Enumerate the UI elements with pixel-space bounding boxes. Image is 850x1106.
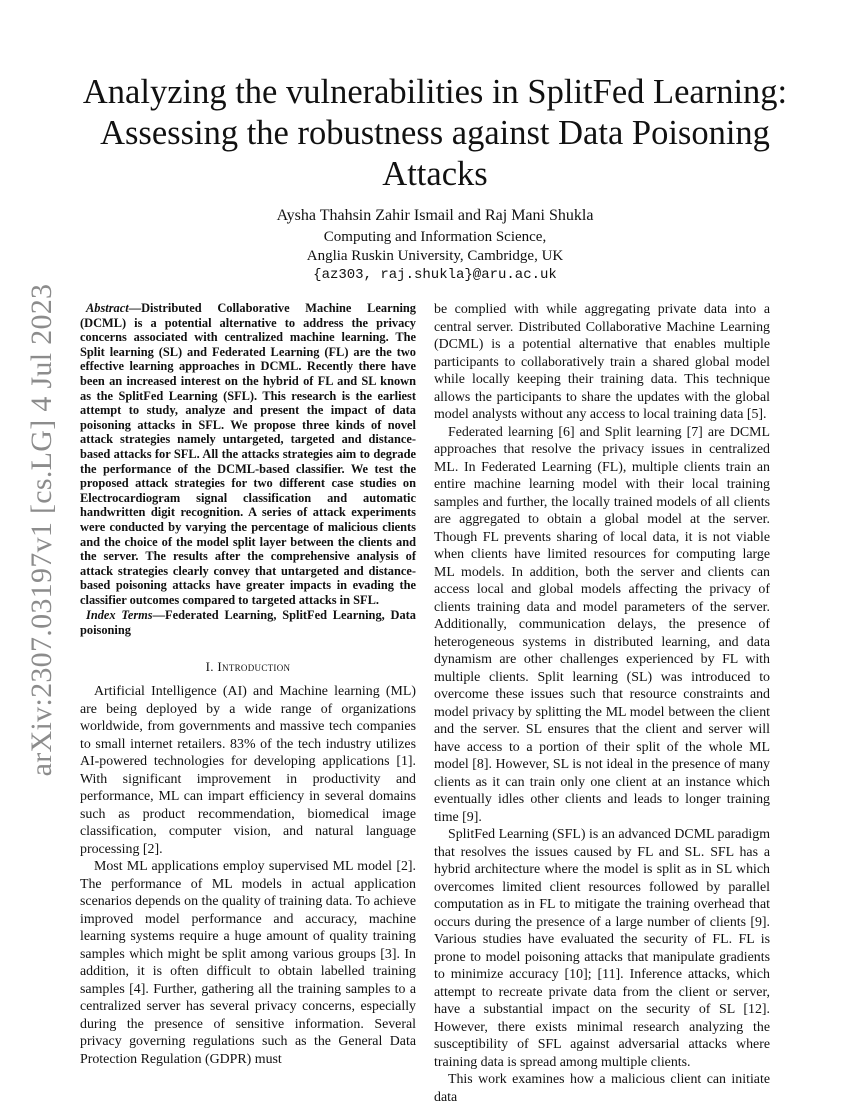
section-title: Introduction xyxy=(217,658,291,674)
title-line-1: Analyzing the vulnerabilities in SplitFed Learning: xyxy=(82,73,788,111)
paragraph: be complied with while aggregating private data into a central server. Distributed Collaborative Machine Learning (DCML) is a potential alternative that enables multiple participants to collaboratively train a shared global model while locally keeping their training data. This technique allows the participants to share the updates with the global model analysts without any access to local training data [5]. xyxy=(434,302,770,422)
abstract xyxy=(80,301,416,607)
index-terms xyxy=(80,608,416,637)
title-line-2: Assessing the robustness against Data Poisoning xyxy=(100,114,770,152)
abstract-text: —Distributed Collaborative Machine Learning (DCML) is a potential alternative to address the privacy concerns associated with centralized machine learning. The Split learning (SL) and Federated Learning (FL) are the two effective learning approaches in DCML. Recently there have been an increased interest on the hybrid of FL and SL known as the SplitFed Learning (SFL). This research is the earliest attempt to study, analyze and present the impact of data poisoning attacks in SFL. We propose three kinds of novel attack strategies namely untargeted, targeted and distance-based attacks for SFL. All the attacks strategies aim to degrade the performance of the DCML-based classifier. We test the proposed attack strategies for two different case studies on Electrocardiogram signal classification and automatic handwritten digit recognition. A series of attack experiments were conducted by varying the percentage of malicious clients and the choice of the model split layer between the clients and the server. The results after the comprehensive analysis of attack strategies clearly convey that untargeted and distance-based poisoning attacks have greater impacts in evading the classifier outcomes compared to targeted attacks in SFL. xyxy=(80,301,416,607)
arxiv-sidebar-stamp xyxy=(20,283,60,777)
section-number: I. xyxy=(205,658,218,674)
author-email: {az303, raj.shukla}@aru.ac.uk xyxy=(313,267,557,283)
left-column xyxy=(80,301,416,1068)
paper-title xyxy=(60,72,810,195)
author-block xyxy=(60,206,810,285)
paragraph: Most ML applications employ supervised ML model [2]. The performance of ML models in actual application scenarios depends on the quality of training data. To achieve improved model performance and accuracy, machine learning systems require a huge amount of quality training samples which might be split among various groups [3]. In addition, it is often difficult to obtain labelled training samples [4]. Further, gathering all the training samples to a centralized server has several privacy concerns, especially during the presence of sensitive information. Several privacy governing regulations such as the General Data Protection Regulation (GDPR) must xyxy=(80,859,416,1067)
arxiv-id: arXiv:2307.03197v1 [cs.LG] 4 Jul 2023 xyxy=(25,283,58,777)
right-column xyxy=(434,301,770,1106)
author-institution: Anglia Ruskin University, Cambridge, UK xyxy=(306,248,564,264)
index-terms-text: —Federated Learning, SplitFed Learning, Data poisoning xyxy=(80,608,416,638)
author-names: Aysha Thahsin Zahir Ismail and Raj Mani Shukla xyxy=(276,207,594,224)
paragraph: Federated learning [6] and Split learning [7] are DCML approaches that resolve the privacy issues in centralized ML. In Federated Learning (FL), multiple clients train an entire machine learning model with their local training samples and further, the locally trained models of all clients are aggregated to obtain a global model at the server. Though FL prevents sharing of local data, it is not viable when clients have limited resources for computing large ML models. In addition, both the server and clients can access local and global models affecting the privacy of clients training data and model parameters of the server. Additionally, communication delays, the presence of heterogeneous systems in distributed learning, and data dynamism are other challenges experienced by FL with multiple clients. Split learning (SL) was introduced to overcome these issues such that resource constraints and model privacy by splitting the ML model between the client and the server. SL ensures that the client and server will have access to a portion of their split of the whole ML model [8]. However, SL is not ideal in the presence of many clients as it can train only one client at an instance which eventually idles other clients and leads to longer training time [9]. xyxy=(434,424,770,825)
author-department: Computing and Information Science, xyxy=(323,229,547,245)
abstract-label: Abstract xyxy=(86,301,129,315)
paragraph: This work examines how a malicious client can initiate data xyxy=(434,1072,770,1105)
section-heading-introduction xyxy=(80,658,416,676)
paragraph: Artificial Intelligence (AI) and Machine learning (ML) are being deployed by a wide range of organizations worldwide, from governments and massive tech companies to small internet retailers. 83% of the tech industry utilizes AI-powered technologies for developing applications [1]. With significant improvement in productivity and performance, ML can impart efficiency in several domains such as product recommendation, biomedical image classification, computer vision, and natural language processing [2]. xyxy=(80,684,416,857)
title-line-3: Attacks xyxy=(382,155,488,193)
paragraph: SplitFed Learning (SFL) is an advanced DCML paradigm that resolves the issues caused by FL and SL. SFL has a hybrid architecture where the model is split as in SL which overcomes limited client resources followed by parallel computation as in FL to mitigate the training overhead that occurs during the presence of a large number of clients [9]. Various studies have evaluated the security of FL. FL is prone to model poisoning attacks that manipulate gradients to minimize accuracy [10]; [11]. Inference attacks, which attempt to recreate private data from the client or server, have a substantial impact on the security of SL [12]. However, there exists minimal research analyzing the susceptibility of SFL against adversarial attacks where training data is spread among multiple clients. xyxy=(434,827,770,1070)
index-terms-label: Index Terms xyxy=(86,608,153,623)
